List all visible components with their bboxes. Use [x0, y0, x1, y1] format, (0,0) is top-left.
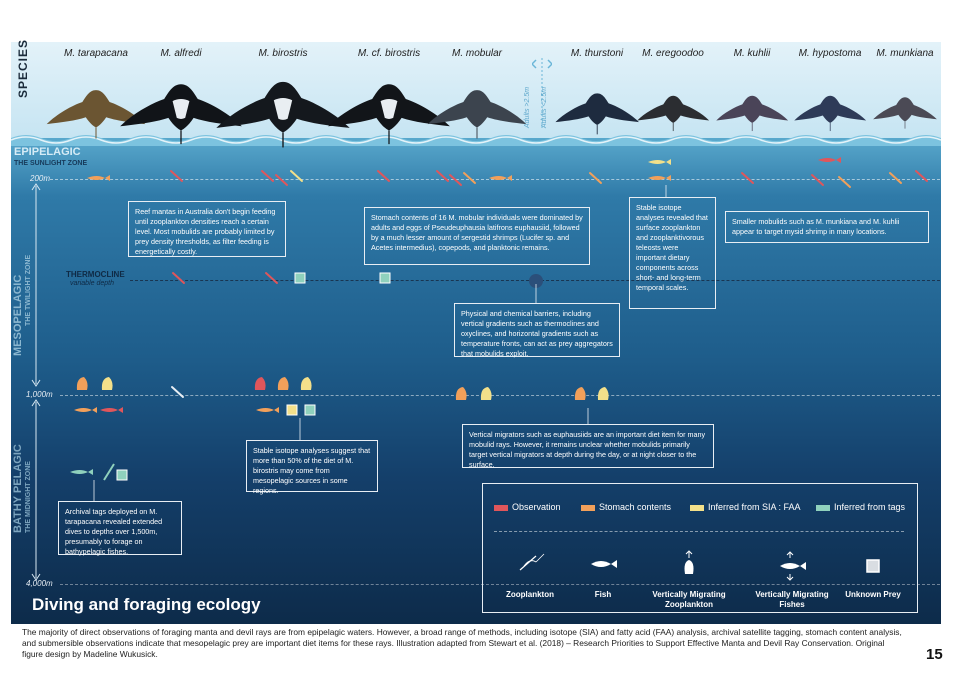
depth-200m: 200m	[30, 174, 51, 183]
twilight-zone-label: THE TWILIGHT ZONE	[25, 254, 32, 326]
legend-label: Observation	[512, 502, 561, 512]
legend-swatch	[690, 505, 704, 511]
legend-icon-label: Unknown Prey	[845, 590, 901, 599]
species-name: M. hypostoma	[798, 48, 862, 59]
legend-icon-label: Vertically Migrating Fishes	[755, 590, 829, 609]
species-name: M. mobular	[451, 48, 503, 59]
callout-stomach-contents: Stomach contents of 16 M. mobular individuals were dominated by adults and eggs of Pseudeuphausia latifrons euphausiid, followed by a much lesser amount of sergestid shrimps (Lucifer sp. and Acetes intermedius), copepods, and planktonic remains.	[364, 207, 590, 265]
legend-label: Inferred from SIA : FAA	[708, 502, 801, 512]
adults-small-label: Adults <2.5m	[541, 86, 548, 128]
legend-icon-label: Fish	[594, 590, 612, 599]
legend-item	[494, 502, 561, 512]
legend-item	[581, 502, 671, 512]
callout-smaller-mobulids: Smaller mobulids such as M. munkiana and M. kuhlii appear to target mysid shrimp in many locations.	[725, 211, 929, 243]
legend-divider	[494, 531, 904, 532]
species-name: M. eregoodoo	[642, 48, 704, 59]
fish-icon	[587, 550, 619, 582]
species-name: M. munkiana	[876, 48, 934, 59]
vm-fish-icon	[776, 550, 808, 582]
species-name: M. tarapacana	[64, 48, 128, 59]
legend-icon-label: Zooplankton	[506, 590, 554, 599]
callout-archival-tags: Archival tags deployed on M. tarapacana revealed extended dives to depths over 1,500m, presumably to forage on bathypelagic fishes.	[58, 501, 182, 555]
legend-swatch	[581, 505, 595, 511]
legend-item	[816, 502, 905, 512]
diagram-title: Diving and foraging ecology	[32, 595, 261, 614]
callout-isotope-50: Stable isotope analyses suggest that more than 50% of the diet of M. birostris may come from mesopelagic sources in some regions.	[246, 440, 378, 492]
vm-zooplankton-icon	[673, 550, 705, 582]
callout-isotope-temporal: Stable isotope analyses revealed that surface zooplankton and zooplanktivorous teleosts were important dietary components across short- and long-term temporal scales.	[629, 197, 716, 309]
legend-item	[690, 502, 801, 512]
species-name: M. alfredi	[160, 48, 202, 59]
epipelagic-label: EPIPELAGIC	[14, 146, 81, 158]
adults-large-label: Adults >2.5m	[524, 86, 531, 128]
depth-4000m: 4,000m	[26, 579, 53, 588]
depth-1000m: 1,000m	[26, 390, 53, 399]
figure-caption: The majority of direct observations of foraging manta and devil rays are from epipelagic waters. However, a broad range of methods, including isotope (SIA) and fatty acid (FAA) analysis, archival satellite tagging, stomach content analysis, and submersible observations indicate that mesopelagic prey are important diet items for these rays. Illustration adapted from Stewart et al. (2018) – Research Priorities to Support Effective Manta and Devil Ray Conservation. Original figure design by Madeline Wukusick.	[22, 627, 902, 659]
species-name: M. cf. birostris	[357, 48, 421, 59]
midnight-zone-label: THE MIDNIGHT ZONE	[25, 461, 32, 533]
species-name: M. birostris	[258, 48, 308, 59]
mesopelagic-label: MESOPELAGIC	[12, 274, 24, 356]
legend-swatch	[816, 505, 830, 511]
species-name: M. thurstoni	[570, 48, 624, 59]
thermocline-sub: variable depth	[70, 280, 114, 287]
legend-label: Stomach contents	[599, 502, 672, 512]
legend-icon-label: Vertically Migrating Zooplankton	[652, 590, 726, 609]
unknown-prey-icon	[857, 550, 889, 582]
callout-vertical-migrators: Vertical migrators such as euphausiids are an important diet item for many mobulid rays. However, it remains unclear whether mobulids primarily target vertical migrators at depth during the day, or at night closer to the surface.	[462, 424, 714, 468]
zooplankton-icon	[514, 550, 546, 582]
species-header: SPECIES	[16, 38, 30, 98]
species-name: M. kuhlii	[733, 48, 771, 59]
callout-physical-barriers: Physical and chemical barriers, including vertical gradients such as thermoclines and oxyclines, and horizontal gradients such as temperature fronts, can act as prey aggregators that mobulids exploit.	[454, 303, 620, 357]
page-number: 15	[926, 646, 943, 663]
legend-label: Inferred from tags	[834, 502, 906, 512]
sunlight-zone-label: THE SUNLIGHT ZONE	[14, 160, 88, 167]
bathypelagic-label: BATHY PELAGIC	[12, 444, 24, 533]
thermocline-title: THERMOCLINE	[66, 270, 125, 279]
callout-reef-mantas: Reef mantas in Australia don't begin feeding until zooplankton densities reach a certain level. Most mobulids are probably limited by prey density thresholds, as filter feeding is energetically costly.	[128, 201, 286, 257]
legend-swatch	[494, 505, 508, 511]
